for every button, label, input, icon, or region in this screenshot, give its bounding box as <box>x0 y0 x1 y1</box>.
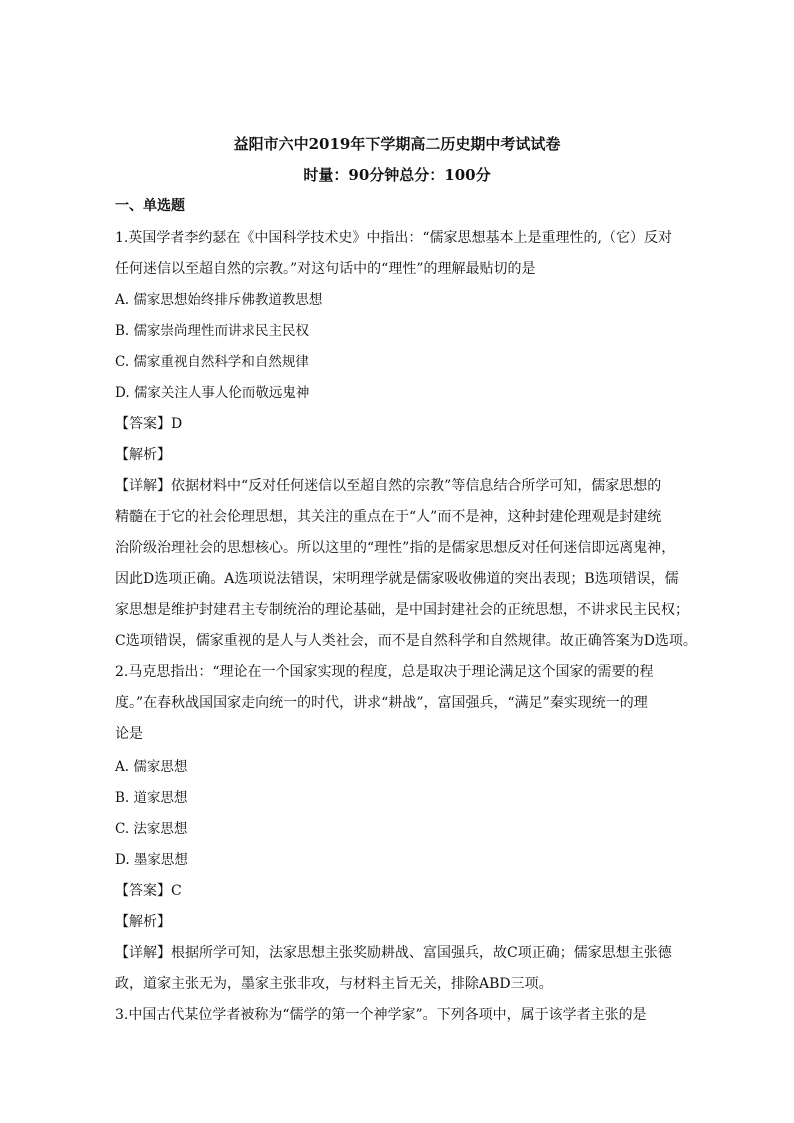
option-line: B. 道家思想 <box>115 790 188 806</box>
text-line: 1.英国学者李约瑟在《中国科学技术史》中指出：“儒家思想基本上是重理性的,（它）反对 <box>115 230 672 246</box>
text-line: 政，道家主张无为，墨家主张非攻，与材料主旨无关，排除ABD三项。 <box>115 976 553 992</box>
option-line: C. 法家思想 <box>115 821 188 837</box>
text-line: 3.中国古代某位学者被称为“儒学的第一个神学家”。下列各项中，属于该学者主张的是 <box>115 1007 647 1023</box>
option-line: D. 墨家思想 <box>115 852 188 868</box>
analysis-label: 【解析】 <box>115 447 171 463</box>
text-line: 任何迷信以至超自然的宗教。”对这句话中的“理性”的理解最贴切的是 <box>115 261 536 277</box>
text-line: 2.马克思指出：“理论在一个国家实现的程度，总是取决于理论满足这个国家的需要的程 <box>115 664 654 680</box>
section-heading: 一、单选题 <box>115 198 185 214</box>
text-line: 【详解】依据材料中“反对任何迷信以至超自然的宗教”等信息结合所学可知，儒家思想的 <box>115 478 662 494</box>
option-line: C. 儒家重视自然科学和自然规律 <box>115 354 309 370</box>
option-line: A. 儒家思想 <box>115 759 188 775</box>
text-line: 精髓在于它的社会伦理思想，其关注的重点在于“人”而不是神，这种封建伦理观是封建统 <box>115 509 662 525</box>
document-subtitle: 时量：90分钟总分：100分 <box>303 166 491 184</box>
text-line: 家思想是维护封建君主专制统治的理论基础，是中国封建社会的正统思想，不讲求民主民权； <box>115 602 689 618</box>
text-line: 【详解】根据所学可知，法家思想主张奖励耕战、富国强兵，故C项正确；儒家思想主张德 <box>115 945 672 961</box>
text-line: 论是 <box>115 726 143 742</box>
text-line: 治阶级治理社会的思想核心。所以这里的“理性”指的是儒家思想反对任何迷信即远离鬼神， <box>115 540 676 556</box>
analysis-label: 【解析】 <box>115 914 171 930</box>
answer-line: 【答案】C <box>115 883 182 899</box>
option-line: D. 儒家关注人事人伦而敬远鬼神 <box>115 385 310 401</box>
option-line: A. 儒家思想始终排斥佛教道教思想 <box>115 292 323 308</box>
text-line: 度。”在春秋战国国家走向统一的时代，讲求“耕战”，富国强兵，“满足”秦实现统一的理 <box>115 695 648 711</box>
text-line: 因此D选项正确。A选项说法错误，宋明理学就是儒家吸收佛道的突出表现；B选项错误，儒 <box>115 571 679 587</box>
document-title: 益阳市六中2019年下学期高二历史期中考试试卷 <box>233 135 561 153</box>
answer-line: 【答案】D <box>115 416 183 432</box>
option-line: B. 儒家崇尚理性而讲求民主民权 <box>115 323 310 339</box>
text-line: C选项错误，儒家重视的是人与人类社会，而不是自然科学和自然规律。故正确答案为D选项。 <box>115 633 697 649</box>
